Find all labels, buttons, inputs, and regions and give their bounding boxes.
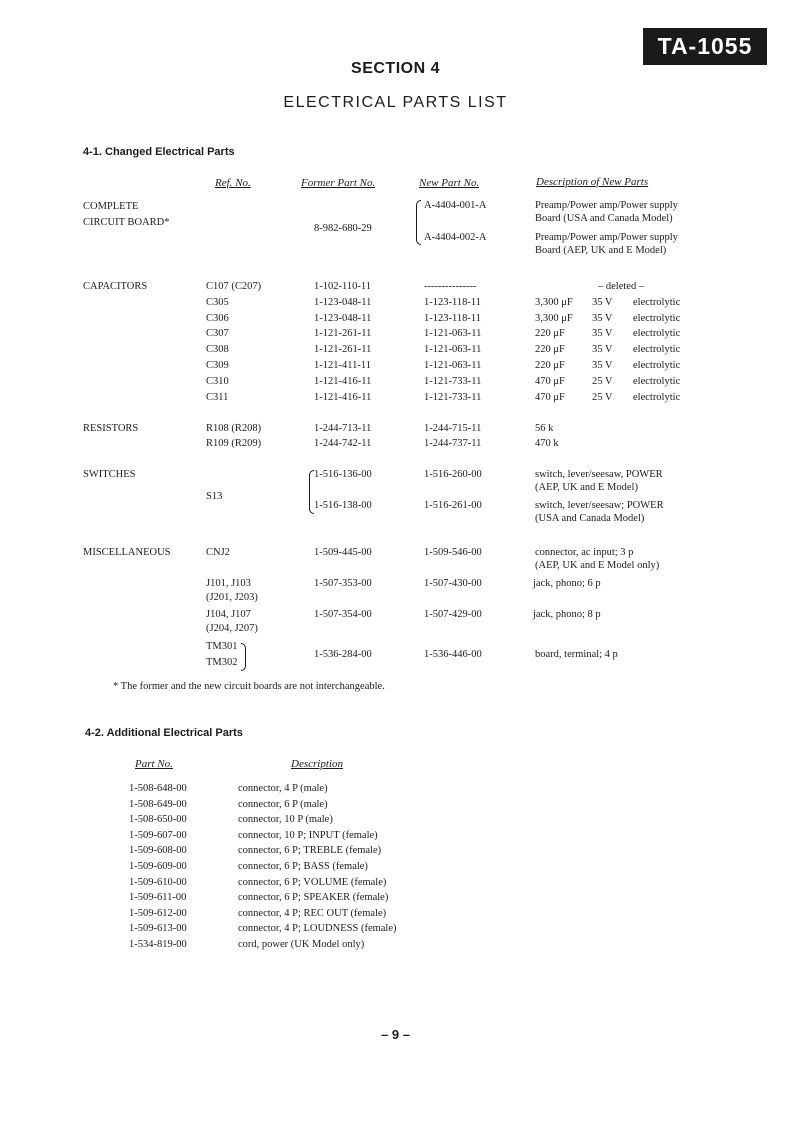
res-ref: R109 (R209) <box>206 438 262 449</box>
board-desc-1b: Board (USA and Canada Model) <box>535 213 673 224</box>
switch-ref: S13 <box>206 491 223 502</box>
misc-cnj-former: 1-509-445-00 <box>314 547 372 558</box>
footnote: * The former and the new circuit boards are not interchangeable. <box>113 681 385 692</box>
cap-former: 1-121-411-11 <box>314 360 371 371</box>
cap-value: 220 μF <box>535 328 565 340</box>
switch-desc-2a: switch, lever/seesaw; POWER <box>535 500 664 511</box>
switch-former-2: 1-516-138-00 <box>314 500 372 511</box>
additional-desc: connector, 6 P; SPEAKER (female) <box>238 892 389 904</box>
misc-j1-desc: jack, phono; 6 p <box>533 578 601 589</box>
misc-j2-ref-b: (J204, J207) <box>206 623 258 634</box>
additional-part-no: 1-508-648-00 <box>129 783 187 794</box>
switch-former-1: 1-516-136-00 <box>314 469 372 480</box>
cap-new: 1-121-063-11 <box>424 344 482 356</box>
cap-type: electrolytic <box>633 344 681 356</box>
cap-voltage: 35 V <box>592 360 613 371</box>
cap-new: 1-123-118-11 <box>424 312 481 324</box>
switch-desc-1b: (AEP, UK and E Model) <box>535 482 638 493</box>
cap-former: 1-121-416-11 <box>314 391 372 403</box>
misc-j2-new: 1-507-429-00 <box>424 609 482 620</box>
cap-ref: C306 <box>206 312 229 324</box>
misc-tm-desc: board, terminal; 4 p <box>535 649 618 660</box>
cap-former: 1-123-048-11 <box>314 312 372 324</box>
col-header-ref: Ref. No. <box>215 177 251 189</box>
additional-part-no: 1-509-613-00 <box>129 923 187 935</box>
cap-ref: C305 <box>206 296 229 308</box>
misc-j2-desc: jack, phono; 8 p <box>533 609 601 620</box>
cap-new: 1-123-118-11 <box>424 296 481 308</box>
res-desc: 56 k <box>535 423 554 434</box>
cap-type: electrolytic <box>633 375 681 387</box>
board-desc-1a: Preamp/Power amp/Power supply <box>535 200 678 211</box>
misc-j1-former: 1-507-353-00 <box>314 578 372 589</box>
board-new-part-1: A-4404-001-A <box>424 200 487 211</box>
additional-part-no: 1-509-612-00 <box>129 907 187 919</box>
misc-tm-former: 1-536-284-00 <box>314 649 372 660</box>
board-brace <box>416 200 421 245</box>
cap-new: 1-121-733-11 <box>424 391 482 403</box>
cap-type: electrolytic <box>633 391 681 403</box>
cap-ref: C310 <box>206 375 229 387</box>
switch-new-2: 1-516-261-00 <box>424 500 482 511</box>
cap-ref: C309 <box>206 360 229 371</box>
misc-cnj-new: 1-509-546-00 <box>424 547 482 558</box>
page-number: – 9 – <box>381 1027 410 1042</box>
misc-j1-ref-a: J101, J103 <box>206 578 251 589</box>
cap-voltage: 35 V <box>592 344 613 356</box>
additional-part-no: 1-509-609-00 <box>129 861 187 872</box>
cap-ref: C311 <box>206 391 229 403</box>
switch-desc-1a: switch, lever/seesaw, POWER <box>535 469 663 480</box>
cap-former: 1-121-416-11 <box>314 375 372 387</box>
cap-voltage: 35 V <box>592 328 613 340</box>
cap-value: 470 μF <box>535 375 565 387</box>
cap-ref: C307 <box>206 328 229 340</box>
misc-cnj-desc-a: connector, ac input; 3 p <box>535 547 634 558</box>
cap-new: 1-121-063-11 <box>424 328 482 340</box>
res-ref: R108 (R208) <box>206 423 262 434</box>
cap-value: 220 μF <box>535 360 565 371</box>
tm-brace <box>241 643 246 671</box>
section-number: SECTION 4 <box>351 60 440 77</box>
board-desc-2b: Board (AEP, UK and E Model) <box>535 245 667 256</box>
category-switches: SWITCHES <box>83 469 136 480</box>
misc-j2-former: 1-507-354-00 <box>314 609 372 620</box>
board-new-part-2: A-4404-002-A <box>424 232 487 243</box>
additional-part-no: 1-509-610-00 <box>129 876 187 888</box>
misc-j1-new: 1-507-430-00 <box>424 578 482 589</box>
cap-ref: C308 <box>206 344 229 356</box>
cap-value: 470 μF <box>535 391 565 403</box>
additional-part-no: 1-509-611-00 <box>129 892 187 904</box>
misc-j1-ref-b: (J201, J203) <box>206 592 258 603</box>
switch-new-1: 1-516-260-00 <box>424 469 482 480</box>
cap-type: electrolytic <box>633 328 681 340</box>
additional-part-no: 1-509-607-00 <box>129 829 187 841</box>
cap-value: 3,300 μF <box>535 296 573 308</box>
additional-desc: connector, 10 P; INPUT (female) <box>238 829 378 841</box>
cap-type: electrolytic <box>633 312 681 324</box>
additional-desc: connector, 10 P (male) <box>238 814 333 826</box>
board-desc-2a: Preamp/Power amp/Power supply <box>535 232 678 243</box>
cap-voltage: 35 V <box>592 296 613 308</box>
changed-parts-heading: 4-1. Changed Electrical Parts <box>83 146 235 158</box>
additional-desc: connector, 6 P; TREBLE (female) <box>238 845 382 857</box>
cap-value: 220 μF <box>535 344 565 356</box>
category-miscellaneous: MISCELLANEOUS <box>83 547 171 558</box>
col-header-former: Former Part No. <box>301 177 376 189</box>
col-header-desc: Description of New Parts <box>536 176 649 188</box>
category-capacitors: CAPACITORS <box>83 281 148 292</box>
additional-desc: connector, 6 P; VOLUME (female) <box>238 876 387 888</box>
cap-former: 1-123-048-11 <box>314 296 372 308</box>
misc-tm-ref-2: TM302 <box>206 657 238 668</box>
additional-desc: connector, 4 P (male) <box>238 783 328 794</box>
category-circuit-board: CIRCUIT BOARD* <box>83 217 170 228</box>
res-desc: 470 k <box>535 438 559 449</box>
col-header-part: Part No. <box>135 758 173 770</box>
cap-ref: C107 (C207) <box>206 281 262 292</box>
misc-j2-ref-a: J104, J107 <box>206 609 251 620</box>
cap-former: 1-121-261-11 <box>314 344 372 356</box>
cap-deleted: – deleted – <box>598 281 645 292</box>
cap-value: 3,300 μF <box>535 312 573 324</box>
page-title: ELECTRICAL PARTS LIST <box>283 94 508 111</box>
category-resistors: RESISTORS <box>83 423 139 434</box>
additional-part-no: 1-509-608-00 <box>129 845 187 857</box>
misc-cnj-ref: CNJ2 <box>206 547 230 558</box>
cap-former: 1-121-261-11 <box>314 328 372 340</box>
additional-desc: connector, 6 P (male) <box>238 798 328 810</box>
cap-new: 1-121-733-11 <box>424 375 482 387</box>
switch-desc-2b: (USA and Canada Model) <box>535 513 645 524</box>
additional-desc: cord, power (UK Model only) <box>238 939 365 950</box>
col-header-new: New Part No. <box>419 177 480 189</box>
cap-voltage: 25 V <box>592 375 613 387</box>
misc-tm-ref-1: TM301 <box>206 641 238 652</box>
cap-former: 1-102-110-11 <box>314 281 371 292</box>
cap-new: --------------- <box>424 281 477 292</box>
additional-parts-heading: 4-2. Additional Electrical Parts <box>85 727 243 739</box>
cap-type: electrolytic <box>633 296 681 308</box>
additional-desc: connector, 4 P; LOUDNESS (female) <box>238 923 397 935</box>
cap-new: 1-121-063-11 <box>424 360 482 371</box>
additional-desc: connector, 4 P; REC OUT (female) <box>238 907 387 919</box>
additional-desc: connector, 6 P; BASS (female) <box>238 861 368 872</box>
res-former: 1-244-742-11 <box>314 438 372 449</box>
misc-cnj-desc-b: (AEP, UK and E Model only) <box>535 560 660 571</box>
cap-type: electrolytic <box>633 360 681 371</box>
additional-part-no: 1-508-649-00 <box>129 798 187 810</box>
model-badge: TA-1055 <box>643 28 767 65</box>
cap-voltage: 35 V <box>592 312 613 324</box>
col-header-description: Description <box>291 758 343 770</box>
res-new: 1-244-715-11 <box>424 423 482 434</box>
cap-voltage: 25 V <box>592 391 613 403</box>
misc-tm-new: 1-536-446-00 <box>424 649 482 660</box>
res-former: 1-244-713-11 <box>314 423 372 434</box>
additional-part-no: 1-534-819-00 <box>129 939 187 950</box>
additional-part-no: 1-508-650-00 <box>129 814 187 826</box>
category-complete: COMPLETE <box>83 201 139 212</box>
board-former-part: 8-982-680-29 <box>314 223 372 234</box>
res-new: 1-244-737-11 <box>424 438 482 449</box>
